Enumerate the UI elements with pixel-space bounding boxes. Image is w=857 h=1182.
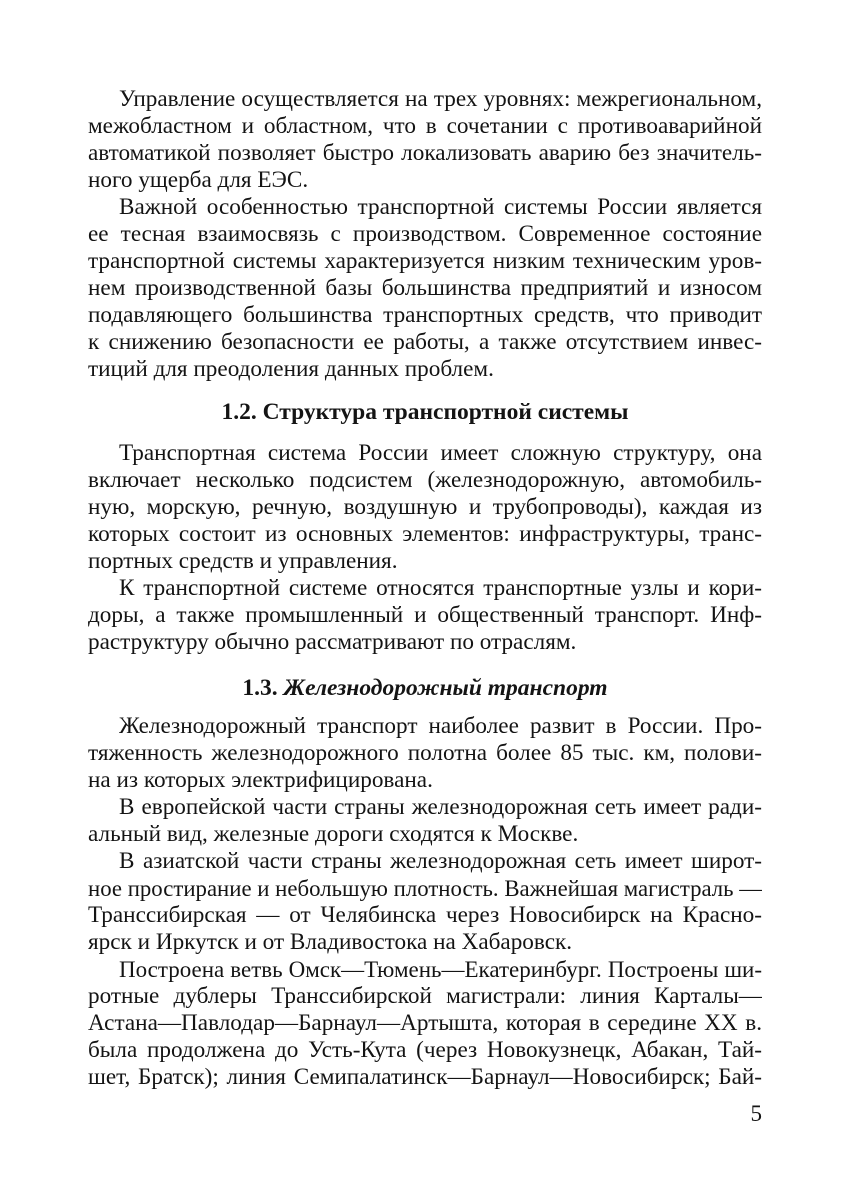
text-line: подавляющего большинства транспортных средств, что приводит bbox=[88, 302, 762, 328]
text-line: включает несколько подсистем (железнодорожную, автомобиль- bbox=[88, 467, 762, 493]
text-line: которых состоит из основных элементов: инфраструктуры, транс- bbox=[88, 521, 762, 547]
text-line: Важной особенностью транспортной системы России является bbox=[119, 194, 762, 220]
text-line: тиций для преодоления данных проблем. bbox=[88, 356, 494, 382]
text-line: Транссибирская — от Челябинска через Новосибирск на Красно- bbox=[88, 902, 762, 928]
text-line: К транспортной системе относятся транспортные узлы и кори- bbox=[119, 575, 762, 601]
text-line: Астана—Павлодар—Барнаул—Артышта, которая в середине XX в. bbox=[88, 1010, 762, 1036]
text-line: В азиатской части страны железнодорожная сеть имеет широт- bbox=[119, 848, 762, 874]
text-line: ротные дублеры Транссибирской магистрали: линия Карталы— bbox=[88, 983, 762, 1009]
text-line: транспортной системы характеризуется низким техническим уров- bbox=[88, 248, 762, 274]
text-line: тяженность железнодорожного полотна более 85 тыс. км, полови- bbox=[88, 740, 762, 766]
text-line: Транспортная система России имеет сложную структуру, она bbox=[119, 440, 762, 466]
text-line: Железнодорожный транспорт наиболее развит в России. Про- bbox=[119, 713, 762, 739]
text-line: межобластном и областном, что в сочетании с противоаварийной bbox=[88, 113, 762, 139]
text-line: автоматикой позволяет быстро локализовать аварию без значитель- bbox=[88, 140, 762, 166]
text-line: шет, Братск); линия Семипалатинск—Барнаул—Новосибирск; Бай- bbox=[88, 1064, 762, 1090]
section-title: Структура транспортной системы bbox=[262, 399, 629, 425]
section-heading bbox=[88, 398, 762, 426]
text-line: Управление осуществляется на трех уровнях: межрегиональном, bbox=[119, 86, 762, 112]
text-line: доры, а также промышленный и общественный транспорт. Инф- bbox=[88, 602, 762, 628]
text-line: ное простирание и небольшую плотность. Важнейшая магистраль — bbox=[88, 876, 762, 901]
text-line: ную, морскую, речную, воздушную и трубопроводы), каждая из bbox=[88, 494, 762, 520]
text-line: нем производственной базы большинства предприятий и износом bbox=[88, 275, 762, 301]
text-line: на из которых электрифицирована. bbox=[88, 767, 433, 793]
text-line: ярск и Иркутск и от Владивостока на Хабаровск. bbox=[88, 929, 573, 955]
text-line: была продолжена до Усть-Кута (через Новокузнецк, Абакан, Тай- bbox=[88, 1037, 762, 1063]
text-line: портных средств и управления. bbox=[88, 548, 398, 574]
section-number: 1.3. bbox=[242, 675, 278, 701]
text-line: Построена ветвь Омск—Тюмень—Екатеринбург. Построены ши- bbox=[119, 957, 762, 982]
text-line: В европейской части страны железнодорожная сеть имеет ради- bbox=[119, 794, 762, 820]
section-title: Железнодорожный транспорт bbox=[283, 675, 608, 701]
text-line: альный вид, железные дороги сходятся к Москве. bbox=[88, 821, 579, 847]
text-line: к снижению безопасности ее работы, а также отсутствием инвес- bbox=[88, 329, 762, 355]
section-number: 1.2. bbox=[221, 399, 257, 425]
text-line: ного ущерба для ЕЭС. bbox=[88, 167, 309, 193]
section-heading bbox=[88, 674, 762, 702]
text-line: ее тесная взаимосвязь с производством. Современное состояние bbox=[88, 221, 762, 247]
text-line: раструктуру обычно рассматривают по отраслям. bbox=[88, 629, 577, 655]
page-number: 5 bbox=[750, 1101, 762, 1126]
